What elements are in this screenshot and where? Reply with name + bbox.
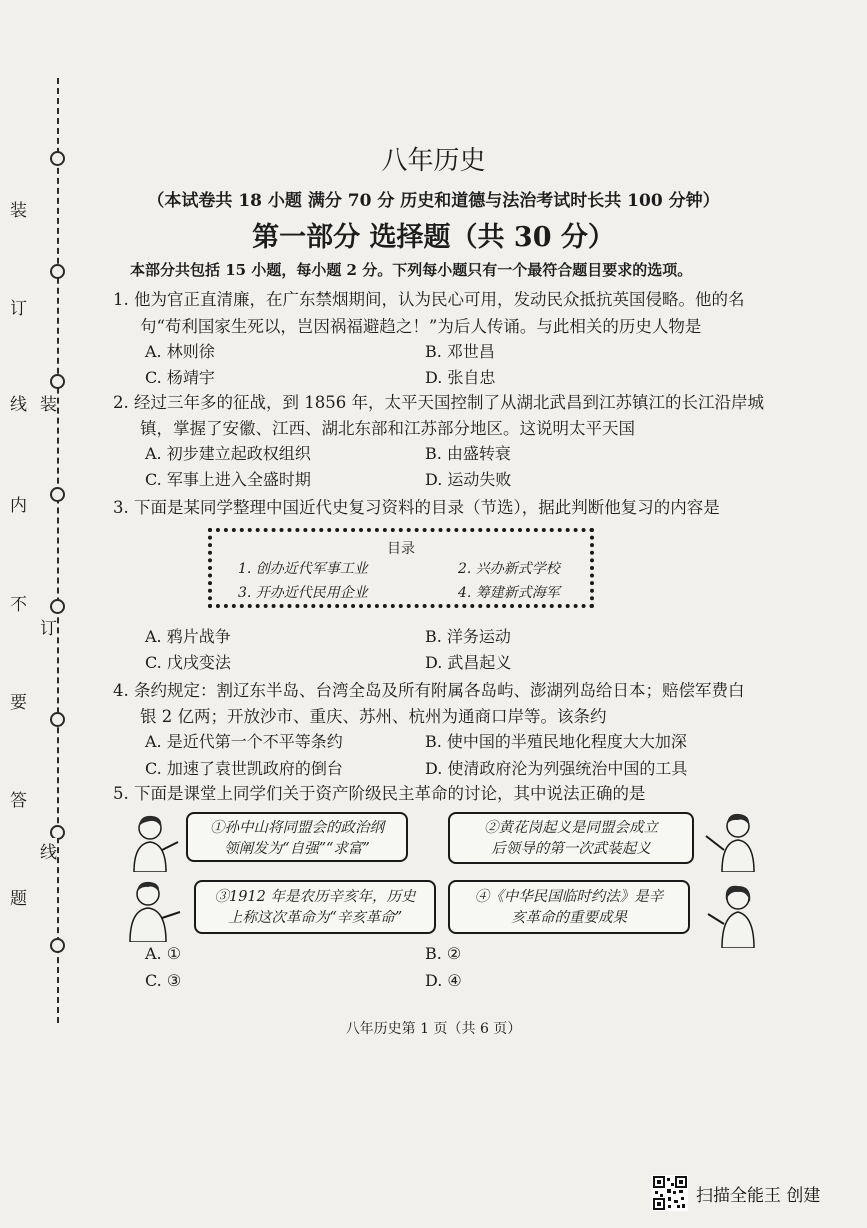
binding-inner-char: 装 (40, 390, 57, 415)
question-5-option-d: D. ④ (425, 971, 462, 990)
toc-title: 目录 (387, 541, 415, 557)
bubble-text: 上称这次革命为“辛亥革命” (227, 910, 403, 926)
question-4-option-b: B. 使中国的半殖民地化程度大大加深 (425, 732, 687, 751)
question-2-stem: 镇，掌握了安徽、江西、湖北东部和江苏部分地区。这说明太平天国 (140, 419, 635, 438)
part-title: 第一部分 选择题（共 30 分） (252, 222, 615, 253)
binding-hole (50, 264, 65, 279)
question-2-option-a: A. 初步建立起政权组织 (145, 444, 311, 463)
binding-label-char: 要 (10, 693, 27, 713)
question-2-option-b: B. 由盛转衰 (425, 444, 511, 463)
toc-item: 2. 兴办新式学校 (458, 561, 560, 577)
binding-hole (50, 938, 65, 953)
binding-label-char: 答 (10, 791, 27, 811)
toc-item: 3. 开办近代民用企业 (238, 585, 368, 601)
bubble-text: 后领导的第一次武装起义 (491, 841, 651, 857)
question-3-option-b: B. 洋务运动 (425, 627, 511, 646)
bubble-text: ③1912 年是农历辛亥年，历史 (214, 889, 416, 905)
bubble-text: 领阐发为“自强”“求富” (224, 841, 370, 857)
student-girl-illustration (128, 814, 182, 872)
binding-label-char: 装 (10, 201, 27, 221)
binding-hole (50, 712, 65, 727)
question-5-option-c: C. ③ (145, 971, 182, 990)
question-4-stem: 4. 条约规定：割辽东半岛、台湾全岛及所有附属各岛屿、澎湖列岛给日本；赔偿军费白 (113, 681, 745, 700)
question-4-stem: 银 2 亿两；开放沙市、重庆、苏州、杭州为通商口岸等。该条约 (140, 707, 607, 726)
question-1-stem: 句“苟利国家生死以，岂因祸福避趋之！”为后人传诵。与此相关的历史人物是 (140, 317, 702, 336)
scanner-watermark (652, 1175, 820, 1211)
binding-label-char: 不 (10, 595, 27, 615)
question-2-option-c: C. 军事上进入全盛时期 (145, 470, 311, 489)
binding-hole (50, 374, 65, 389)
question-3-stem: 3. 下面是某同学整理中国近代史复习资料的目录（节选），据此判断他复习的内容是 (113, 498, 720, 517)
binding-label-char: 线 (10, 395, 27, 415)
discussion-bubble-3 (194, 880, 436, 934)
question-1-option-c: C. 杨靖宇 (145, 368, 215, 387)
binding-label-char: 内 (10, 496, 27, 516)
binding-inner-char: 订 (40, 614, 57, 639)
question-3-option-c: C. 戊戌变法 (145, 653, 231, 672)
student-boy-illustration (126, 880, 182, 942)
bubble-text: ④《中华民国临时约法》是辛 (474, 889, 664, 905)
binding-inner-char: 线 (40, 838, 57, 863)
section-instructions: 本部分共包括 15 小题，每小题 2 分。下列每小题只有一个最符合题目要求的选项。 (130, 261, 693, 279)
question-1-option-b: B. 邓世昌 (425, 342, 495, 361)
discussion-bubble-4 (448, 880, 690, 934)
qr-code-icon (652, 1175, 688, 1211)
discussion-bubble-1 (186, 812, 408, 862)
question-1-stem: 1. 他为官正直清廉，在广东禁烟期间，认为民心可用，发动民众抵抗英国侵略。他的名 (113, 290, 745, 309)
bubble-text: ①孙中山将同盟会的政治纲 (210, 820, 384, 836)
discussion-bubble-2 (448, 812, 694, 864)
binding-hole (50, 487, 65, 502)
question-5-stem: 5. 下面是课堂上同学们关于资产阶级民主革命的讨论，其中说法正确的是 (113, 784, 646, 803)
toc-item: 1. 创办近代军事工业 (238, 561, 368, 577)
binding-hole (50, 599, 65, 614)
binding-label-char: 订 (10, 299, 27, 319)
student-boy-illustration (702, 812, 760, 872)
student-girl-illustration (700, 884, 760, 948)
question-4-option-c: C. 加速了袁世凯政府的倒台 (145, 759, 343, 778)
binding-label-char: 题 (10, 889, 27, 909)
exam-subtitle: （本试卷共 18 小题 满分 70 分 历史和道德与法治考试时长共 100 分钟） (147, 191, 720, 211)
page-footer: 八年历史第 1 页（共 6 页） (345, 1021, 522, 1037)
bubble-text: ②黄花岗起义是同盟会成立 (484, 820, 658, 836)
toc-item: 4. 筹建新式海军 (458, 585, 560, 601)
question-1-option-a: A. 林则徐 (145, 342, 215, 361)
table-of-contents-box (208, 528, 594, 608)
question-5-option-b: B. ② (425, 944, 462, 963)
watermark-text: 扫描全能王 创建 (696, 1185, 821, 1206)
question-1-option-d: D. 张自忠 (425, 368, 496, 387)
question-4-option-a: A. 是近代第一个不平等条约 (145, 732, 343, 751)
question-5-option-a: A. ① (145, 944, 182, 963)
question-2-option-d: D. 运动失败 (425, 470, 512, 489)
question-3-option-a: A. 鸦片战争 (145, 627, 231, 646)
bubble-text: 亥革命的重要成果 (511, 910, 627, 926)
question-2-stem: 2. 经过三年多的征战，到 1856 年，太平天国控制了从湖北武昌到江苏镇江的长江沿岸城 (113, 393, 764, 412)
question-3-option-d: D. 武昌起义 (425, 653, 512, 672)
exam-title: 八年历史 (381, 146, 486, 176)
question-4-option-d: D. 使清政府沦为列强统治中国的工具 (425, 759, 688, 778)
